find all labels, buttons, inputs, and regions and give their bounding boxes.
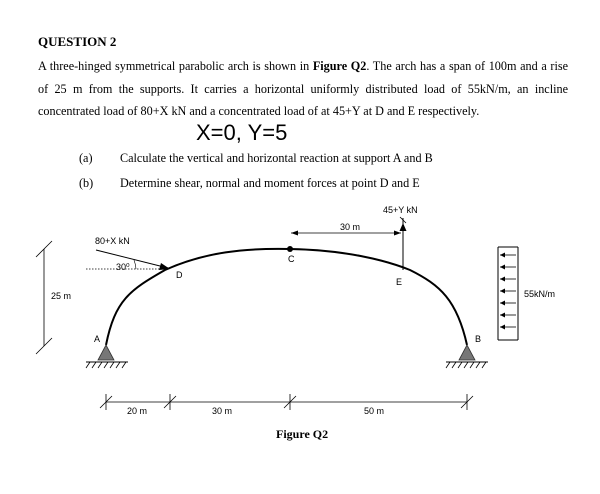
point-b-label: B bbox=[475, 334, 482, 344]
load-e-label: 45+Y kN bbox=[383, 205, 418, 215]
point-d-label: D bbox=[176, 270, 183, 280]
dim-30-label: 30 m bbox=[212, 406, 233, 416]
figure-reference: Figure Q2 bbox=[312, 59, 367, 73]
point-a-label: A bbox=[94, 334, 101, 344]
body-text-1: A three-hinged symmetrical parabolic arch is shown in bbox=[38, 59, 313, 73]
hinge-c bbox=[287, 246, 293, 252]
load-d-label: 80+X kN bbox=[95, 236, 130, 246]
dim-20-label: 20 m bbox=[127, 406, 148, 416]
udl-label: 55kN/m bbox=[524, 289, 556, 299]
udl-load bbox=[498, 247, 518, 340]
dim-50-label: 50 m bbox=[364, 406, 385, 416]
support-a bbox=[86, 345, 128, 368]
dim-span bbox=[100, 394, 473, 410]
body-text-2: . The arch has a span of 100m and a rise of 25 m from the supports. It carries a horizontal uniformly distributed load of 55kN/m, an incline concentrated load of 80+X kN and a concentrated load of at 45+Y at D and E respectively. bbox=[38, 59, 568, 118]
part-b-text: Determine shear, normal and moment forces at point D and E bbox=[120, 176, 420, 190]
part-b-label: (b) bbox=[79, 176, 94, 190]
point-c-label: C bbox=[288, 254, 295, 264]
point-e-label: E bbox=[396, 277, 403, 287]
dim-c-e-label: 30 m bbox=[340, 222, 361, 232]
dim-rise bbox=[36, 241, 52, 354]
figure-caption: Figure Q2 bbox=[276, 427, 329, 441]
part-a-text: Calculate the vertical and horizontal reaction at support A and B bbox=[120, 151, 433, 165]
angle-label: 30⁰ bbox=[116, 262, 130, 272]
arch-curve bbox=[106, 249, 467, 345]
question-title: QUESTION 2 bbox=[38, 34, 117, 49]
part-a-label: (a) bbox=[79, 151, 93, 165]
load-e-arrow bbox=[400, 217, 407, 270]
support-b bbox=[446, 345, 488, 368]
rise-label: 25 m bbox=[51, 291, 72, 301]
given-values: X=0, Y=5 bbox=[196, 120, 288, 145]
